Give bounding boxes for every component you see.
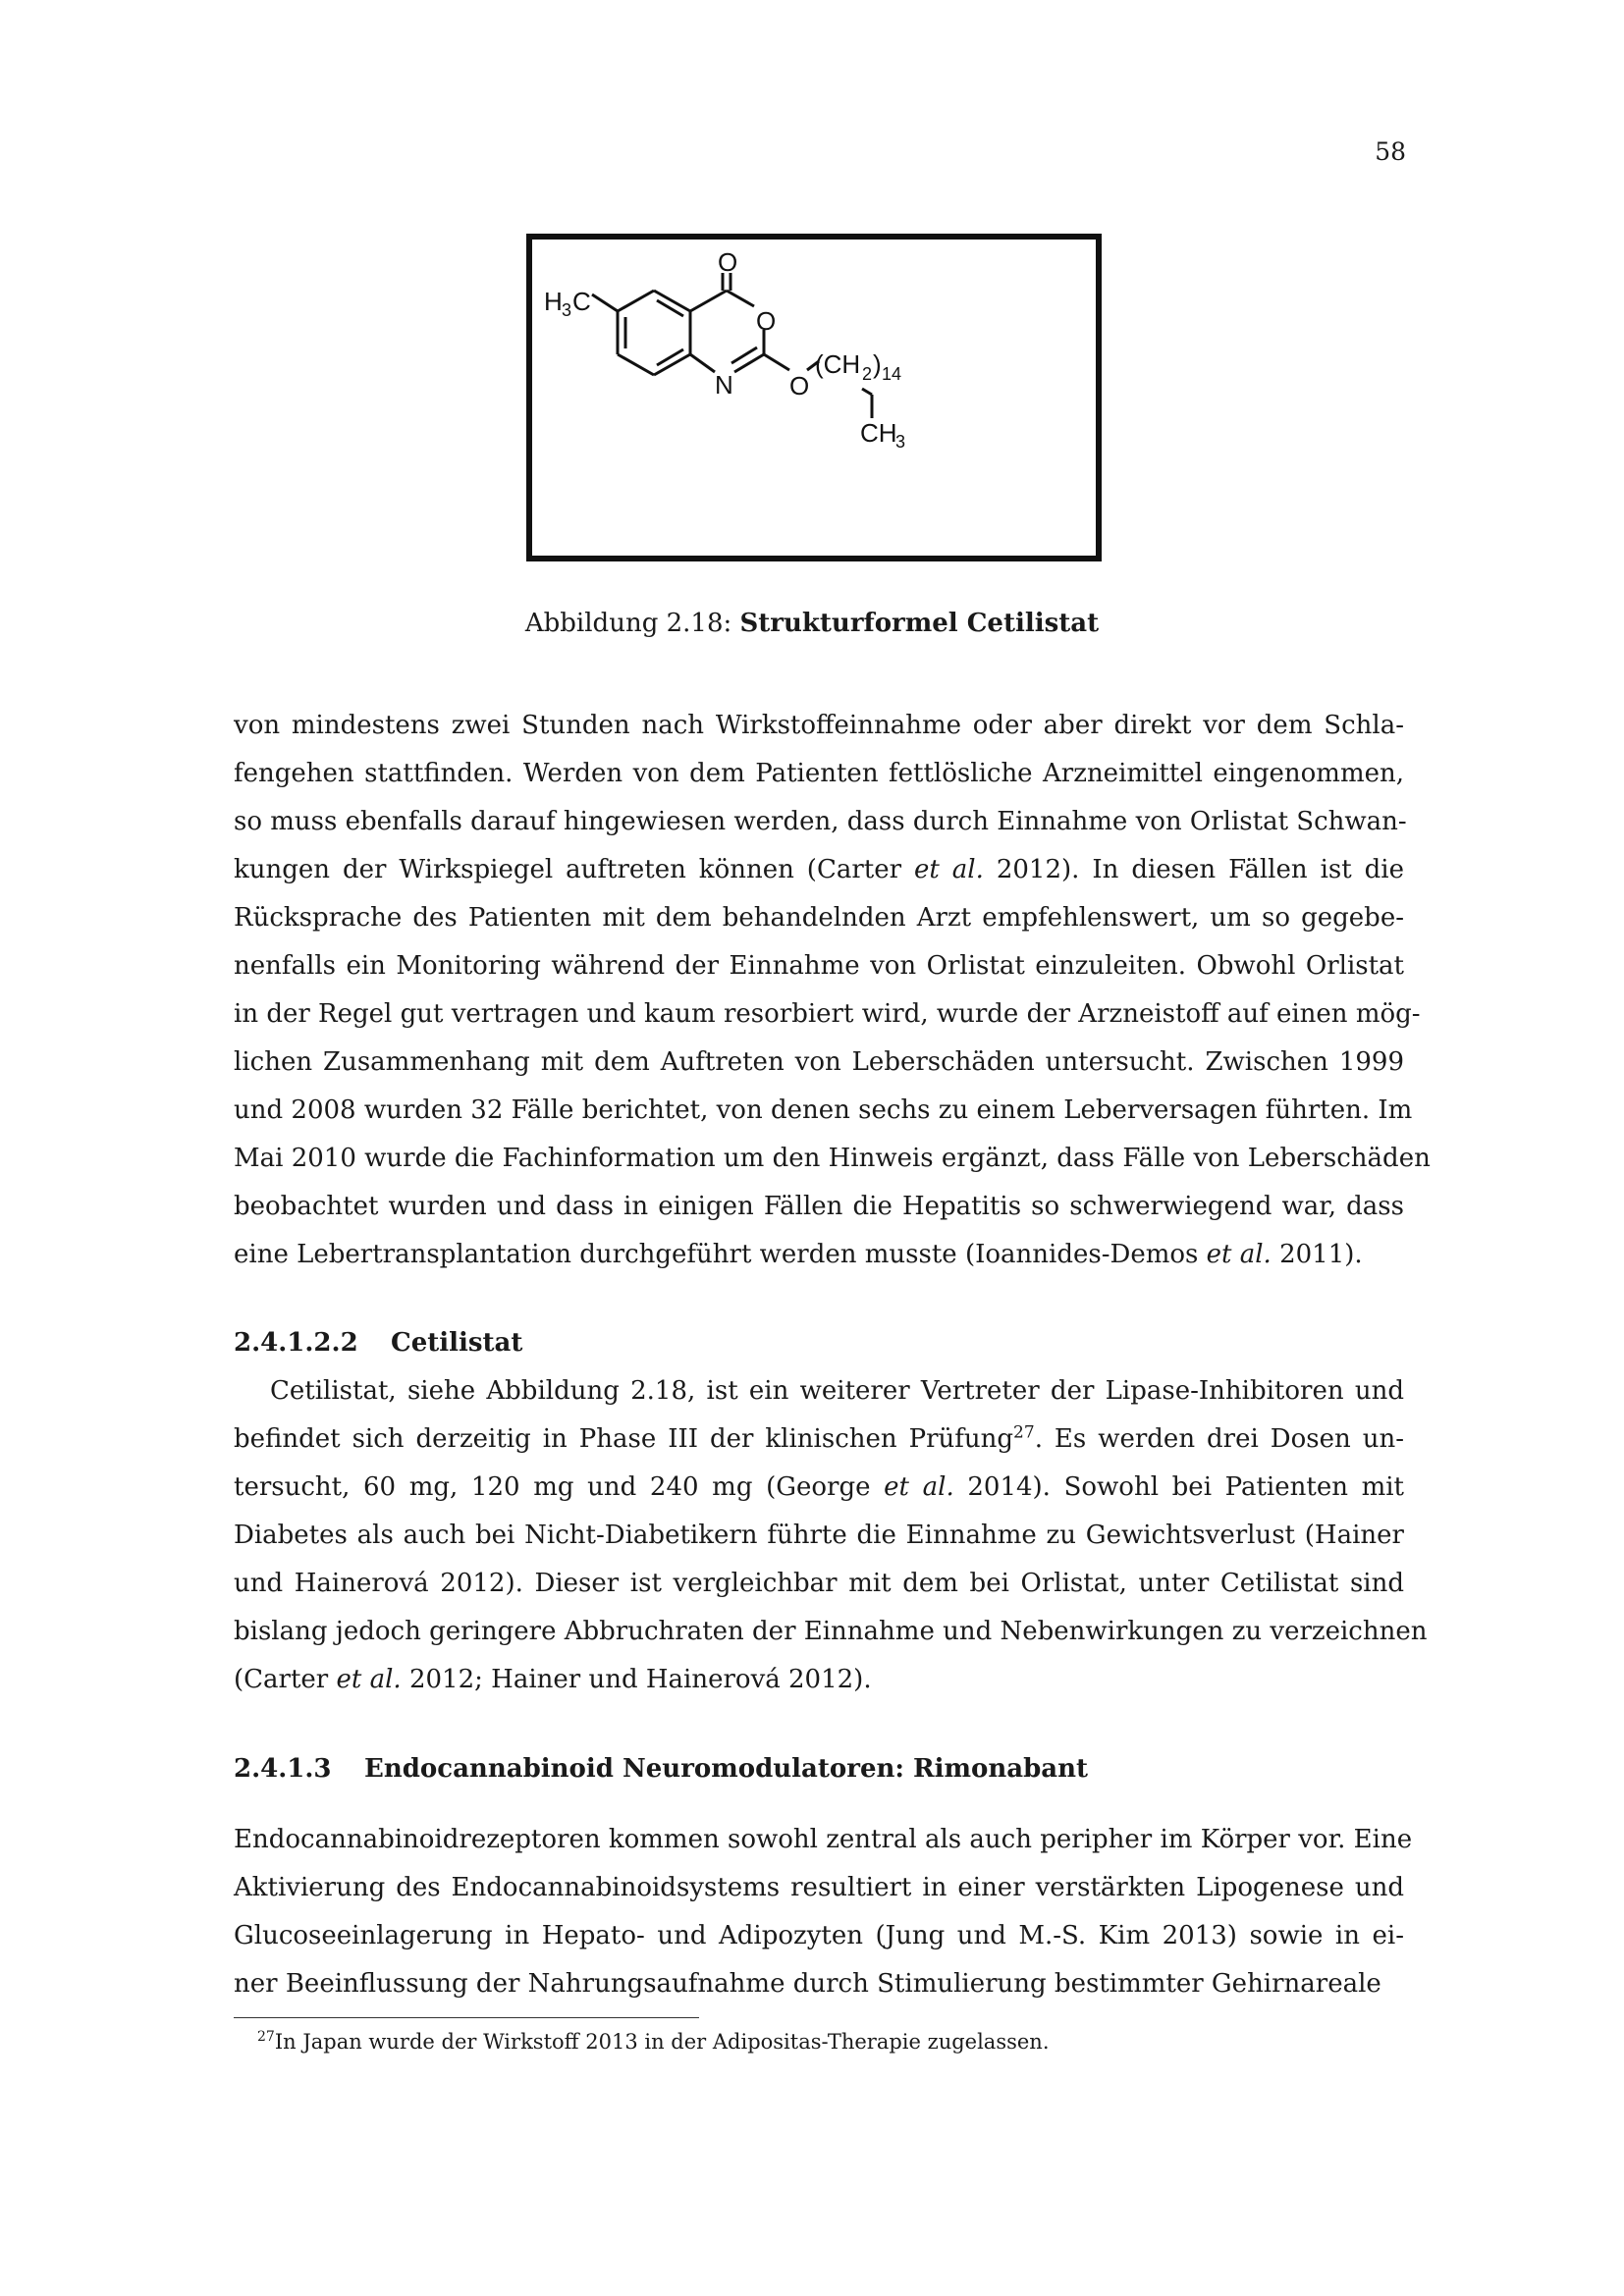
section-number: 2.4.1.2.2 xyxy=(234,1328,358,1358)
chain-subscript-14: 14 xyxy=(882,364,902,384)
section-title: Endocannabinoid Neuromodulatoren: Rimonabant xyxy=(364,1754,1089,1784)
paragraph-2 xyxy=(234,1367,1428,1704)
figure-caption xyxy=(0,609,1624,638)
chain-subscript-2: 2 xyxy=(862,364,873,384)
double-bond xyxy=(657,349,683,365)
footnote-mark: 27 xyxy=(257,2029,275,2045)
structure-figure xyxy=(526,234,1102,561)
citation-etal: et al. xyxy=(336,1665,402,1694)
chain-close-paren: ) xyxy=(873,349,882,379)
bond xyxy=(592,294,618,311)
text-run: befindet sich derzeitig in Phase III der klinischen Prüfung xyxy=(234,1424,1014,1454)
bond xyxy=(764,354,789,370)
citation-etal: et al. xyxy=(884,1472,954,1502)
citation-etal: et al. xyxy=(913,855,984,884)
page-number: 58 xyxy=(1375,137,1406,166)
text-run: . Es werden drei Dosen un- xyxy=(1034,1424,1404,1454)
double-bond xyxy=(657,300,683,316)
text-line xyxy=(234,1464,1404,1512)
text-line xyxy=(234,846,1404,894)
footnote-rule xyxy=(234,2017,699,2018)
text-line: Cetilistat, siehe Abbildung 2.18, ist ein weiterer Vertreter der Lipase-Inhibitoren und xyxy=(270,1376,1404,1406)
text-line: und Hainerová 2012). Dieser ist vergleichbar mit dem bei Orlistat, unter Cetilistat sind xyxy=(234,1569,1404,1598)
text-line: Endocannabinoidrezeptoren kommen sowohl zentral als auch peripher im Körper vor. Eine xyxy=(234,1825,1413,1854)
footnote-reference: 27 xyxy=(1013,1422,1035,1443)
ether-oxygen-label: O xyxy=(789,371,810,400)
text-line: fengehen stattfinden. Werden von dem Patienten fettlösliche Arzneimittel eingenommen, xyxy=(234,759,1404,788)
text-line: von mindestens zwei Stunden nach Wirkstoffeinnahme oder aber direkt vor dem Schla- xyxy=(234,711,1404,740)
footnote xyxy=(257,2030,1050,2054)
section-number: 2.4.1.3 xyxy=(234,1754,332,1784)
text-line: so muss ebenfalls darauf hingewiesen werden, dass durch Einnahme von Orlistat Schwan- xyxy=(234,807,1407,836)
terminal-ch3-label: CH xyxy=(860,418,897,448)
citation-etal: et al. xyxy=(1206,1240,1272,1269)
text-run: 2012; Hainer und Hainerová 2012). xyxy=(401,1665,872,1694)
text-line: Diabetes als auch bei Nicht-Diabetikern führte die Einnahme zu Gewichtsverlust (Hainer xyxy=(234,1521,1404,1550)
methyl-h-label: H xyxy=(544,287,563,316)
section-title: Cetilistat xyxy=(391,1328,523,1358)
bond xyxy=(862,389,872,395)
section-heading-rimonabant xyxy=(234,1754,1088,1784)
text-line: nenfalls ein Monitoring während der Einnahme von Orlistat einzuleiten. Obwohl Orlistat xyxy=(234,951,1404,981)
caption-prefix: Abbildung 2.18: xyxy=(524,609,740,638)
bond xyxy=(727,291,754,306)
text-line: lichen Zusammenhang mit dem Auftreten von Leberschäden untersucht. Zwischen 1999 xyxy=(234,1047,1404,1077)
text-line: Rücksprache des Patienten mit dem behandelnden Arzt empfehlenswert, um so gegebe- xyxy=(234,903,1404,933)
bond xyxy=(690,291,727,311)
cetilistat-structure-diagram xyxy=(532,240,1096,556)
text-line: und 2008 wurden 32 Fälle berichtet, von denen sechs zu einem Leberversagen führten. Im xyxy=(234,1095,1413,1125)
terminal-ch3-subscript: 3 xyxy=(895,432,906,452)
text-line: bislang jedoch geringere Abbruchraten der Einnahme und Nebenwirkungen zu verzeichnen xyxy=(234,1617,1428,1646)
footnote-text: In Japan wurde der Wirkstoff 2013 in der Adipositas-Therapie zugelassen. xyxy=(274,2030,1050,2054)
methyl-subscript: 3 xyxy=(562,300,572,320)
paragraph-1 xyxy=(234,702,1431,1279)
text-run: (Carter xyxy=(234,1665,337,1694)
bond xyxy=(618,354,654,375)
bond xyxy=(690,354,715,372)
text-line xyxy=(234,1231,1404,1279)
paragraph-3 xyxy=(234,1816,1413,2008)
text-run: tersucht, 60 mg, 120 mg und 240 mg (George xyxy=(234,1472,885,1502)
text-line: Aktivierung des Endocannabinoidsystems resultiert in einer verstärkten Lipogenese und xyxy=(234,1873,1404,1902)
section-heading-cetilistat xyxy=(234,1328,522,1358)
text-line: Glucoseeinlagerung in Hepato- und Adipozyten (Jung und M.-S. Kim 2013) sowie in ei- xyxy=(234,1921,1404,1950)
text-run: 2011). xyxy=(1271,1240,1363,1269)
caption-title: Strukturformel Cetilistat xyxy=(739,609,1100,638)
text-run: 2012). In diesen Fällen ist die xyxy=(983,855,1404,884)
text-run: kungen der Wirkspiegel auftreten können (Carter xyxy=(234,855,914,884)
text-line: beobachtet wurden und dass in einigen Fällen die Hepatitis so schwerwiegend war, dass xyxy=(234,1192,1404,1221)
nitrogen-label: N xyxy=(715,370,733,400)
text-line: ner Beeinflussung der Nahrungsaufnahme durch Stimulierung bestimmter Gehirnareale xyxy=(234,1969,1381,1999)
text-line: in der Regel gut vertragen und kaum resorbiert wird, wurde der Arzneistoff auf einen mög- xyxy=(234,999,1421,1029)
text-run: 2014). Sowohl bei Patienten mit xyxy=(953,1472,1405,1502)
carbonyl-oxygen-label: O xyxy=(718,247,738,277)
text-line xyxy=(234,1656,1404,1704)
chain-group-label: (CH xyxy=(815,349,861,379)
text-run: eine Lebertransplantation durchgeführt werden musste (Ioannides-Demos xyxy=(234,1240,1207,1269)
bond xyxy=(618,291,654,311)
text-line: Mai 2010 wurde die Fachinformation um den Hinweis ergänzt, dass Fälle von Leberschäden xyxy=(234,1144,1431,1173)
methyl-c-label: C xyxy=(572,287,591,316)
text-line xyxy=(234,1415,1404,1464)
ring-oxygen-label: O xyxy=(756,306,777,336)
